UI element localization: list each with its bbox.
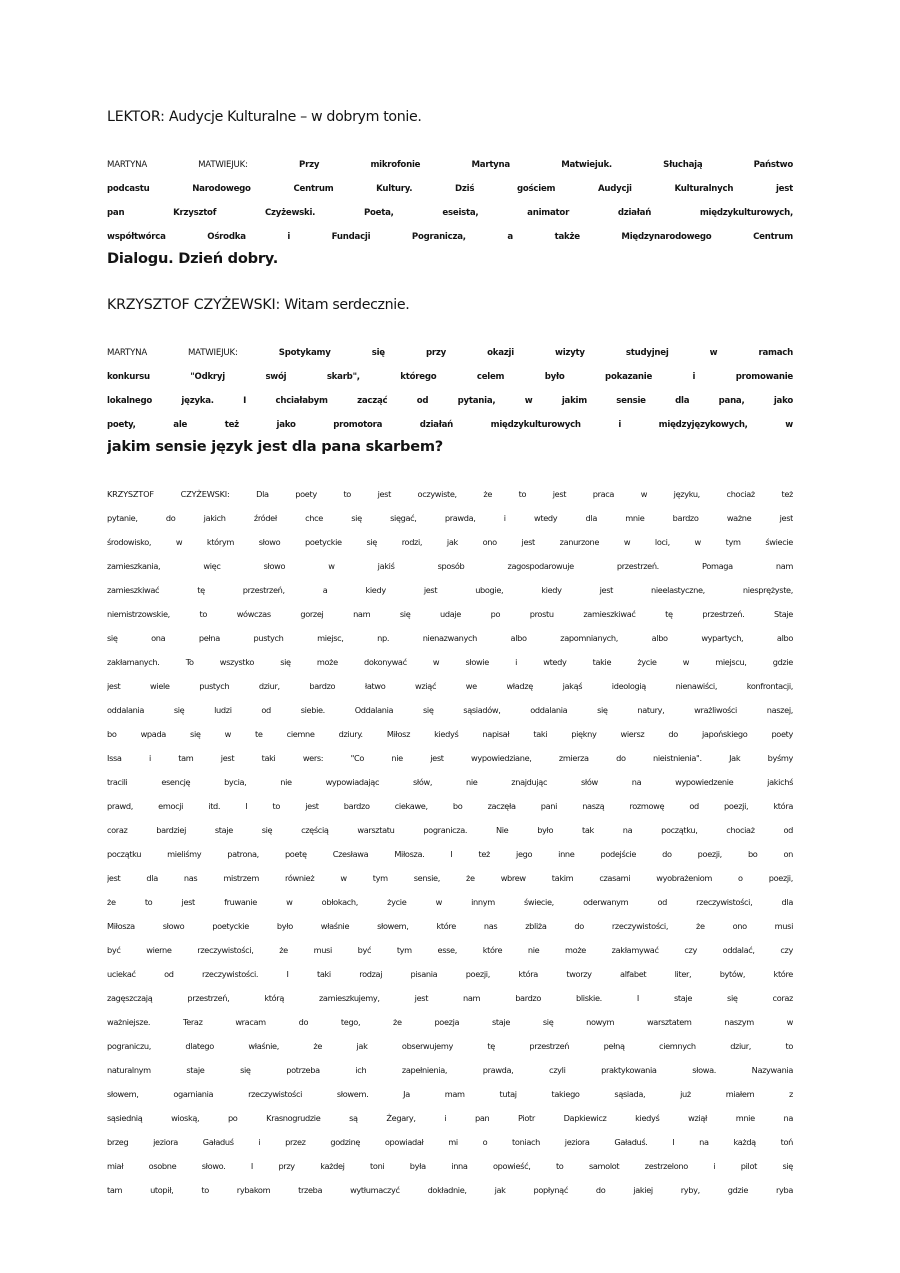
text-line xyxy=(107,1057,793,1081)
question-text: Spotykamy się przy okazji wizyty studyjnej w ramach xyxy=(278,348,793,358)
text-line xyxy=(107,745,793,769)
text-line xyxy=(107,363,793,387)
text-line xyxy=(107,1081,793,1105)
text-line xyxy=(107,247,793,271)
text-line xyxy=(107,339,793,363)
text-line xyxy=(107,1153,793,1177)
text-line xyxy=(107,505,793,529)
text-line xyxy=(107,1033,793,1057)
document-page xyxy=(107,105,793,1223)
utterance-text: że to jest fruwanie w obłokach, życie w innym świecie, oderwanym od rzeczywistości, dla xyxy=(107,897,793,907)
speaker-label: LEKTOR: xyxy=(107,109,165,125)
utterance-text: tracili esencję bycia, nie wypowiadając słów, nie znajdując słów na wypowiedzenie jakichś xyxy=(107,777,793,787)
text-line xyxy=(107,481,793,505)
speaker-label: KRZYSZTOF CZYŻEWSKI: xyxy=(107,489,230,499)
question-text: współtwórca Ośrodka i Fundacji Pogranicza, a także Międzynarodowego Centrum xyxy=(107,232,793,242)
question-text: konkursu "Odkryj swój skarb", którego celem było pokazanie i promowanie xyxy=(107,372,793,382)
text-line xyxy=(107,1129,793,1153)
utterance-text: niemistrzowskie, to wówczas gorzej nam się udaje po prostu zamieszkiwać tę przestrzeń. Staje xyxy=(107,609,793,619)
utterance-text: się ona pełna pustych miejsc, np. nienazwanych albo zapomnianych, albo wypartych, albo xyxy=(107,633,793,643)
text-line xyxy=(107,889,793,913)
transcript-paragraph xyxy=(107,339,793,459)
text-line xyxy=(107,793,793,817)
text-line xyxy=(107,697,793,721)
text-line xyxy=(107,601,793,625)
utterance-text: być wierne rzeczywistości, że musi być tym esse, które nie może zakłamywać czy oddalać, czy xyxy=(107,945,793,955)
utterance-text: uciekać od rzeczywistości. I taki rodzaj pisania poezji, która tworzy alfabet liter, bytów, które xyxy=(107,969,793,979)
text-line xyxy=(107,769,793,793)
question-text: jakim sensie język jest dla pana skarbem? xyxy=(107,438,444,455)
text-line xyxy=(107,673,793,697)
utterance-text: zagęszczają przestrzeń, którą zamieszkujemy, jest nam bardzo bliskie. I staje się coraz xyxy=(107,993,793,1003)
text-line xyxy=(107,913,793,937)
text-line xyxy=(107,553,793,577)
utterance-text: oddalania się ludzi od siebie. Oddalania się sąsiadów, oddalania się natury, wrażliwości naszej, xyxy=(107,705,793,715)
utterance-text: początku mieliśmy patrona, poetę Czesława Miłosza. I też jego inne podejście do poezji, bo on xyxy=(107,849,793,859)
utterance-text: sąsiednią wioską, po Krasnogrudzie są Żegary, i pan Piotr Dapkiewicz kiedyś wziął mnie na xyxy=(107,1113,793,1123)
question-text: Dialogu. Dzień dobry. xyxy=(107,250,279,267)
question-text: pan Krzysztof Czyżewski. Poeta, eseista, animator działań międzykulturowych, xyxy=(107,208,793,218)
utterance-text: tam utopił, to rybakom trzeba wytłumaczyć dokładnie, jak popłynąć do jakiej ryby, gdzie ryba xyxy=(107,1185,793,1195)
utterance-text: Witam serdecznie. xyxy=(284,297,410,313)
transcript-paragraph xyxy=(107,293,793,317)
utterance-text: Audycje Kulturalne – w dobrym tonie. xyxy=(168,109,422,125)
question-text: poety, ale też jako promotora działań międzykulturowych i międzyjęzykowych, w xyxy=(107,420,793,430)
text-line xyxy=(107,199,793,223)
text-line xyxy=(107,151,793,175)
utterance-text: prawd, emocji itd. I to jest bardzo ciekawe, bo zaczęła pani naszą rozmowę od poezji, która xyxy=(107,801,793,811)
utterance-text: Issa i tam jest taki wers: "Co nie jest wypowiedziane, zmierza do nieistnienia". Jak byśmy xyxy=(107,753,793,763)
transcript-paragraph xyxy=(107,105,793,129)
text-line xyxy=(107,1105,793,1129)
utterance-text: naturalnym staje się potrzeba ich zapełnienia, prawda, czyli praktykowania słowa. Nazywania xyxy=(107,1065,793,1075)
speaker-label: MARTYNA MATWIEJUK: xyxy=(107,348,238,358)
utterance-text: zamieszkania, więc słowo w jakiś sposób zagospodarowuje przestrzeń. Pomaga nam xyxy=(107,561,793,571)
utterance-text: brzeg jeziora Gaładuś i przez godzinę opowiadał mi o toniach jeziora Gaładuś. I na każdą toń xyxy=(107,1137,793,1147)
utterance-text: zakłamanych. To wszystko się może dokonywać w słowie i wtedy takie życie w miejscu, gdzie xyxy=(107,657,793,667)
text-line xyxy=(107,817,793,841)
speaker-label: KRZYSZTOF CZYŻEWSKI: xyxy=(107,297,281,313)
speaker-label: MARTYNA MATWIEJUK: xyxy=(107,160,248,170)
text-line xyxy=(107,411,793,435)
text-line xyxy=(107,223,793,247)
utterance-text: coraz bardziej staje się częścią warsztatu pogranicza. Nie było tak na początku, chociaż od xyxy=(107,825,793,835)
text-line xyxy=(107,175,793,199)
text-line xyxy=(107,387,793,411)
utterance-text: słowem, ogarniania rzeczywistości słowem. Ja mam tutaj takiego sąsiada, już miałem z xyxy=(107,1089,793,1099)
text-line xyxy=(107,577,793,601)
text-line xyxy=(107,1177,793,1201)
utterance-text: miał osobne słowo. I przy każdej toni była inna opowieść, to samolot zestrzelono i pilot się xyxy=(107,1161,793,1171)
utterance-text: pytanie, do jakich źródeł chce się sięgać, prawda, i wtedy dla mnie bardzo ważne jest xyxy=(107,513,793,523)
question-text: Przy mikrofonie Martyna Matwiejuk. Słuchają Państwo xyxy=(299,160,793,170)
text-line xyxy=(107,721,793,745)
utterance-text: bo wpada się w te ciemne dziury. Miłosz kiedyś napisał taki piękny wiersz do japońskiego poety xyxy=(107,729,793,739)
text-line xyxy=(107,293,793,317)
utterance-text: Dla poety to jest oczywiste, że to jest praca w języku, chociaż też xyxy=(256,489,793,499)
text-line xyxy=(107,649,793,673)
question-text: lokalnego języka. I chciałabym zacząć od pytania, w jakim sensie dla pana, jako xyxy=(107,396,793,406)
utterance-text: Miłosza słowo poetyckie było właśnie słowem, które nas zbliża do rzeczywistości, że ono musi xyxy=(107,921,793,931)
text-line xyxy=(107,625,793,649)
text-line xyxy=(107,961,793,985)
utterance-text: jest dla nas mistrzem również w tym sensie, że wbrew takim czasami wyobrażeniom o poezji, xyxy=(107,873,793,883)
utterance-text: jest wiele pustych dziur, bardzo łatwo wziąć we władzę jakąś ideologią nienawiści, konfrontacji, xyxy=(107,681,793,691)
utterance-text: środowisko, w którym słowo poetyckie się rodzi, jak ono jest zanurzone w loci, w tym świecie xyxy=(107,537,793,547)
text-line xyxy=(107,105,793,129)
text-line xyxy=(107,865,793,889)
question-text: podcastu Narodowego Centrum Kultury. Dziś gościem Audycji Kulturalnych jest xyxy=(107,184,793,194)
text-line xyxy=(107,985,793,1009)
text-line xyxy=(107,529,793,553)
text-line xyxy=(107,937,793,961)
text-line xyxy=(107,841,793,865)
text-line xyxy=(107,1009,793,1033)
transcript-paragraph xyxy=(107,481,793,1201)
text-line xyxy=(107,435,793,459)
transcript-paragraph xyxy=(107,151,793,271)
utterance-text: ważniejsze. Teraz wracam do tego, że poezja staje się nowym warsztatem naszym w xyxy=(107,1017,793,1027)
utterance-text: pograniczu, dlatego właśnie, że jak obserwujemy tę przestrzeń pełną ciemnych dziur, to xyxy=(107,1041,793,1051)
utterance-text: zamieszkiwać tę przestrzeń, a kiedy jest ubogie, kiedy jest nieelastyczne, niesprężyste, xyxy=(107,585,793,595)
